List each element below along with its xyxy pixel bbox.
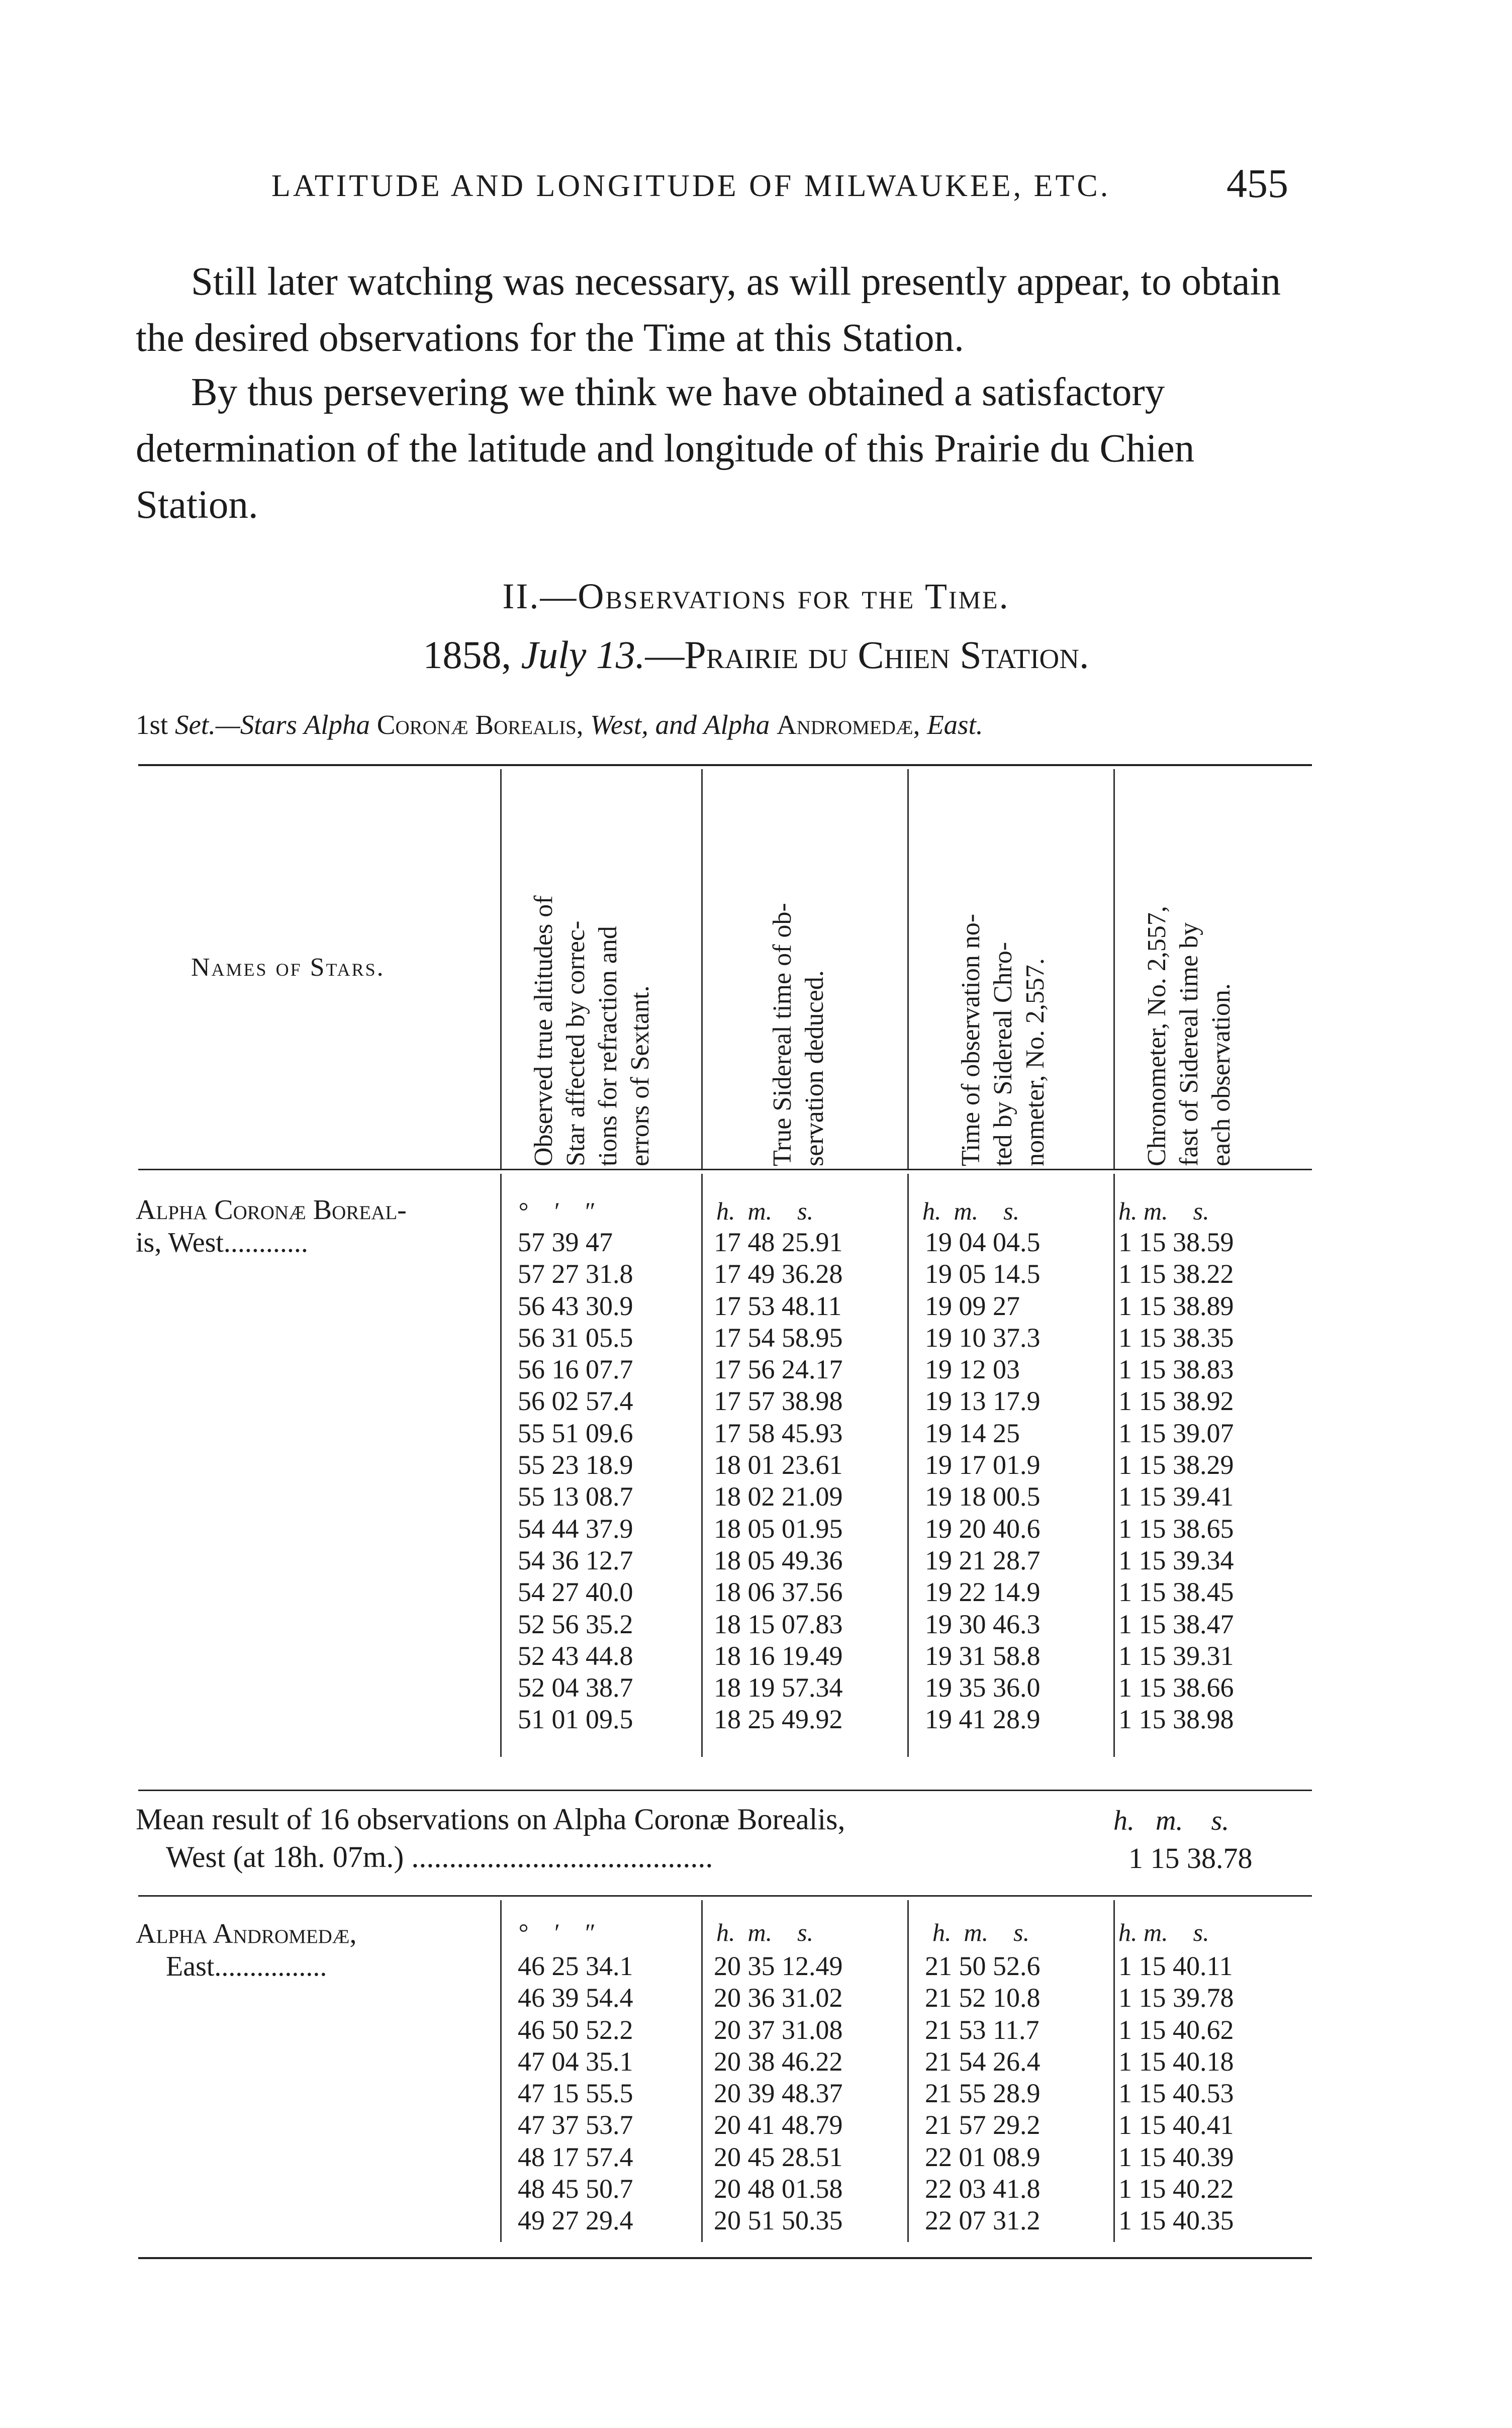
direction-1: West, <box>590 709 648 740</box>
block1-altitude-values: 57 39 47 57 27 31.8 56 43 30.9 56 31 05.5 56 16 07.7 56 02 57.4 55 51 09.6 55 23 18.9 55 13 08.7 54 44 37.9 54 36 12.7 54 27 40.0 52 56 35.2 52 43 44.8 52 04 38.7 51 01 09.5 <box>518 1227 633 1735</box>
running-head: LATITUDE AND LONGITUDE OF MILWAUKEE, ETC. <box>271 169 1111 203</box>
block1-unit-sidereal: h. m. s. <box>716 1197 814 1225</box>
mean-bottom-rule <box>138 1895 1312 1897</box>
direction-2: East. <box>927 709 983 740</box>
mean-line-1: Mean result of 16 observations on Alpha Coronæ Borealis, <box>136 1803 845 1836</box>
block2-divider-1 <box>500 1900 502 2242</box>
set-prefix: 1st <box>136 709 168 740</box>
star-2: Andromedæ, <box>777 709 920 740</box>
block1-correction-values: 1 15 38.59 1 15 38.22 1 15 38.89 1 15 38.35 1 15 38.83 1 15 38.92 1 15 39.07 1 15 38.29 1 15 39.41 1 15 38.65 1 15 39.34 1 15 38.45 1 15 38.47 1 15 39.31 1 15 38.66 1 15 38.98 <box>1118 1227 1234 1735</box>
table-bottom-rule <box>138 2257 1312 2259</box>
block1-divider-3 <box>907 1174 909 1757</box>
alpha-2: Alpha <box>703 709 770 740</box>
star-1: Coronæ Borealis, <box>376 709 584 740</box>
block2-unit-correction: h. m. s. <box>1118 1918 1209 1946</box>
header-divider-4 <box>1113 769 1115 1169</box>
alpha-1: Alpha <box>304 709 370 740</box>
block1-divider-4 <box>1113 1174 1115 1757</box>
block1-sidereal-values: 17 48 25.91 17 49 36.28 17 53 48.11 17 54 58.95 17 56 24.17 17 57 38.98 17 58 45.93 18 01 23.61 18 02 21.09 18 05 01.95 18 05 49.36 18 06 37.56 18 15 07.83 18 16 19.49 18 19 57.34 18 25 49.92 <box>714 1227 843 1735</box>
column-header-correction: Chronometer, No. 2,557, fast of Sidereal time by each observation. <box>1143 906 1236 1166</box>
column-header-sidereal: True Sidereal time of ob- servation deduced. <box>768 903 829 1166</box>
block2-unit-altitude: ° ′ ″ <box>518 1918 594 1946</box>
set-label: Set.—Stars <box>174 709 297 740</box>
mean-unit: h. m. s. <box>1113 1805 1230 1836</box>
mean-top-rule <box>138 1790 1312 1791</box>
date-title <box>0 632 1512 678</box>
block2-correction-values: 1 15 40.11 1 15 39.78 1 15 40.62 1 15 40.18 1 15 40.53 1 15 40.41 1 15 40.39 1 15 40.22 1 15 40.35 <box>1118 1951 1234 2236</box>
block2-unit-chrono: h. m. s. <box>932 1918 1030 1946</box>
block1-unit-correction: h. m. s. <box>1118 1197 1209 1225</box>
block2-sidereal-values: 20 35 12.49 20 36 31.02 20 37 31.08 20 38 46.22 20 39 48.37 20 41 48.79 20 45 28.51 20 48 01.58 20 51 50.35 <box>714 1951 843 2236</box>
paragraph-1: Still later watching was necessary, as will presently appear, to obtain the desired observations for the Time at this Station. <box>136 260 1281 360</box>
block2-unit-sidereal: h. m. s. <box>716 1918 814 1946</box>
date-month-day: July 13. <box>521 633 645 677</box>
header-divider-2 <box>701 769 703 1169</box>
block1-chrono-values: 19 04 04.5 19 05 14.5 19 09 27 19 10 37.3 19 12 03 19 13 17.9 19 14 25 19 17 01.9 19 18 00.5 19 20 40.6 19 21 28.7 19 22 14.9 19 30 46.3 19 31 58.8 19 35 36.0 19 41 28.9 <box>925 1227 1041 1735</box>
mean-line-2: West (at 18h. 07m.) ........................................ <box>166 1840 713 1874</box>
section-title: II.—Observations for the Time. <box>502 576 1010 616</box>
block1-star-line2: is, West............ <box>136 1227 308 1258</box>
block2-divider-2 <box>701 1900 703 2242</box>
date-year: 1858, <box>423 633 511 677</box>
column-header-chronometer: Time of observation no- ted by Sidereal Chro- nometer, No. 2,557. <box>957 913 1050 1166</box>
date-station: —Prairie du Chien Station. <box>645 633 1089 677</box>
block1-divider-1 <box>500 1174 502 1757</box>
page-number: 455 <box>1226 160 1288 206</box>
block1-star-line1: Alpha Coronæ Boreal- <box>136 1194 407 1226</box>
header-bottom-rule <box>138 1169 1312 1170</box>
paragraph-2: By thus persevering we think we have obtained a satisfactory determination of the latitude and longitude of this Prairie du Chien Station. <box>136 370 1195 527</box>
set-line <box>136 709 983 740</box>
block2-altitude-values: 46 25 34.1 46 39 54.4 46 50 52.2 47 04 35.1 47 15 55.5 47 37 53.7 48 17 57.4 48 45 50.7 49 27 29.4 <box>518 1951 633 2236</box>
block2-divider-4 <box>1113 1900 1115 2242</box>
block2-star-line2: East................ <box>166 1951 327 1982</box>
block2-star-line1: Alpha Andromedæ, <box>136 1918 357 1949</box>
block2-divider-3 <box>907 1900 909 2242</box>
block2-chrono-values: 21 50 52.6 21 52 10.8 21 53 11.7 21 54 26.4 21 55 28.9 21 57 29.2 22 01 08.9 22 03 41.8 22 07 31.2 <box>925 1951 1041 2236</box>
mean-value: 1 15 38.78 <box>1128 1842 1253 1875</box>
block1-divider-2 <box>701 1174 703 1757</box>
block1-unit-chrono: h. m. s. <box>922 1197 1020 1225</box>
table-top-rule <box>138 764 1312 766</box>
and-word: and <box>655 709 697 740</box>
column-header-altitude: Observed true altitudes of Star affected by correc- tions for refraction and errors of Sextant. <box>529 895 654 1166</box>
block1-unit-altitude: ° ′ ″ <box>518 1197 594 1225</box>
header-divider-1 <box>500 769 502 1169</box>
header-divider-3 <box>907 769 909 1169</box>
column-header-names: Names of Stars. <box>191 953 385 982</box>
